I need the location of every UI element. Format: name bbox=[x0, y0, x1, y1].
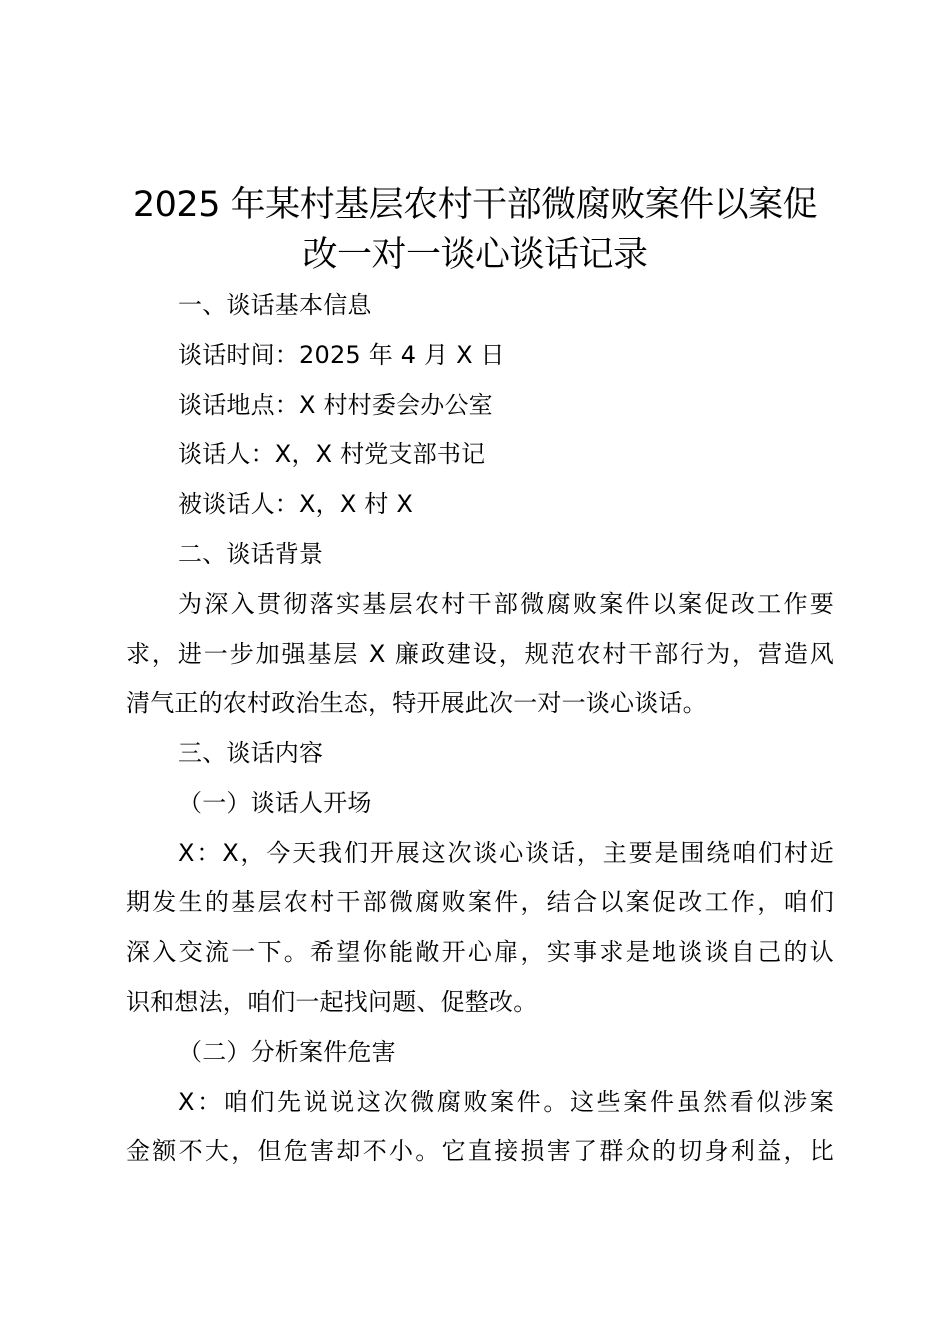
document-title-line-1: 2025 年某村基层农村干部微腐败案件以案促 bbox=[132, 185, 818, 225]
subsection-heading-case-harm: （二）分析案件危害 bbox=[178, 1038, 396, 1066]
paragraph-line: 清气正的农村政治生态，特开展此次一对一谈心谈话。 bbox=[126, 689, 707, 717]
info-interviewee: 被谈话人：X，X 村 X bbox=[178, 490, 413, 518]
paragraph-line: 金额不大，但危害却不小。它直接损害了群众的切身利益，比 bbox=[126, 1137, 834, 1165]
info-talk-time: 谈话时间：2025 年 4 月 X 日 bbox=[178, 341, 505, 369]
document-title-line-2: 改一对一谈心谈话记录 bbox=[302, 235, 648, 275]
paragraph-line: 求，进一步加强基层 X 廉政建设，规范农村干部行为，营造风 bbox=[126, 640, 834, 668]
paragraph-line: 识和想法，咱们一起找问题、促整改。 bbox=[126, 988, 538, 1016]
paragraph-line: 期发生的基层农村干部微腐败案件，结合以案促改工作，咱们 bbox=[126, 888, 834, 916]
info-talker: 谈话人：X，X 村党支部书记 bbox=[178, 440, 486, 468]
section-heading-basic-info: 一、谈话基本信息 bbox=[178, 291, 372, 319]
paragraph-line: 为深入贯彻落实基层农村干部微腐败案件以案促改工作要 bbox=[178, 590, 834, 618]
subsection-heading-opening: （一）谈话人开场 bbox=[178, 789, 372, 817]
section-heading-content: 三、谈话内容 bbox=[178, 739, 324, 767]
section-heading-background: 二、谈话背景 bbox=[178, 540, 324, 568]
paragraph-line: X：X，今天我们开展这次谈心谈话，主要是围绕咱们村近 bbox=[178, 839, 834, 867]
info-talk-location: 谈话地点：X 村村委会办公室 bbox=[178, 391, 493, 419]
paragraph-line: 深入交流一下。希望你能敞开心扉，实事求是地谈谈自己的认 bbox=[126, 938, 834, 966]
paragraph-line: X：咱们先说说这次微腐败案件。这些案件虽然看似涉案 bbox=[178, 1088, 834, 1116]
